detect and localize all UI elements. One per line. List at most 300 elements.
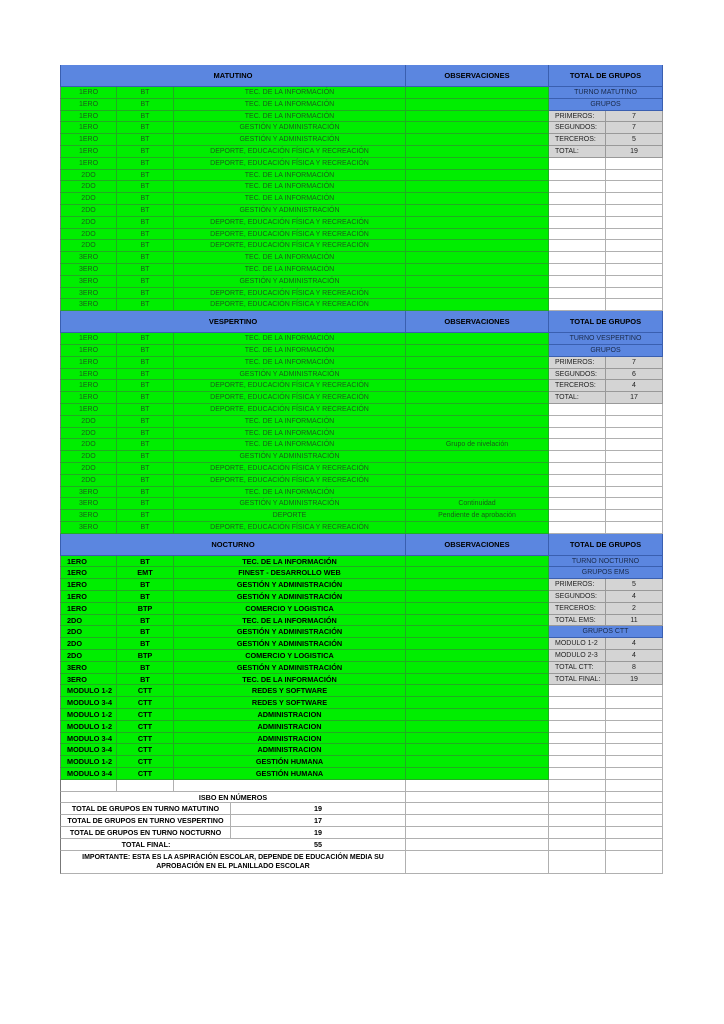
observacion-cell[interactable] [406,475,549,487]
tipo-cell[interactable]: BT [117,158,174,170]
observacion-cell[interactable] [406,603,549,615]
carrera-cell[interactable]: FINEST - DESARROLLO WEB [174,567,406,579]
carrera-cell[interactable]: TEC. DE LA INFORMACIÓN [174,487,406,499]
side-title[interactable]: GRUPOS EMS [549,567,663,579]
empty-cell[interactable] [406,792,549,804]
empty-cell[interactable] [549,229,606,241]
observacion-cell[interactable] [406,756,549,768]
tipo-cell[interactable]: CTT [117,768,174,780]
empty-cell[interactable] [406,780,549,792]
grado-cell[interactable]: 3ERO [60,487,117,499]
grado-cell[interactable]: 2DO [60,240,117,252]
tipo-cell[interactable]: BT [117,439,174,451]
tipo-cell[interactable]: BT [117,591,174,603]
side-title[interactable]: TURNO MATUTINO [549,87,663,99]
observacion-cell[interactable] [406,299,549,311]
carrera-cell[interactable]: DEPORTE, EDUCACIÓN FÍSICA Y RECREACIÓN [174,299,406,311]
tipo-cell[interactable]: BT [117,345,174,357]
observacion-cell[interactable] [406,240,549,252]
observacion-cell[interactable] [406,134,549,146]
tipo-cell[interactable]: BT [117,522,174,534]
observacion-cell[interactable] [406,181,549,193]
observacion-cell[interactable] [406,685,549,697]
observacion-cell[interactable] [406,87,549,99]
empty-cell[interactable] [549,193,606,205]
observacion-cell[interactable] [406,416,549,428]
side-value[interactable]: 17 [606,392,663,404]
observacion-cell[interactable] [406,369,549,381]
grado-cell[interactable]: 1ERO [60,404,117,416]
summary-label[interactable]: TOTAL DE GRUPOS EN TURNO NOCTURNO [60,827,231,839]
empty-cell[interactable] [549,439,606,451]
side-title[interactable]: GRUPOS [549,99,663,111]
observacion-cell[interactable] [406,579,549,591]
tipo-cell[interactable]: BT [117,357,174,369]
side-value[interactable]: 8 [606,662,663,674]
tipo-cell[interactable]: BT [117,404,174,416]
observaciones-header[interactable]: OBSERVACIONES [406,311,549,333]
tipo-cell[interactable]: BT [117,510,174,522]
grado-cell[interactable]: 2DO [60,475,117,487]
observacion-cell[interactable] [406,404,549,416]
empty-cell[interactable] [606,510,663,522]
side-value[interactable]: 7 [606,357,663,369]
carrera-cell[interactable]: REDES Y SOFTWARE [174,685,406,697]
tipo-cell[interactable]: CTT [117,733,174,745]
observacion-cell[interactable] [406,768,549,780]
empty-cell[interactable] [406,803,549,815]
side-label[interactable]: PRIMEROS: [549,111,606,123]
tipo-cell[interactable]: BT [117,122,174,134]
empty-cell[interactable] [549,252,606,264]
side-label[interactable]: PRIMEROS: [549,579,606,591]
grado-cell[interactable]: 1ERO [60,380,117,392]
tipo-cell[interactable]: CTT [117,744,174,756]
carrera-cell[interactable]: GESTIÓN Y ADMINISTRACIÓN [174,638,406,650]
carrera-cell[interactable]: TEC. DE LA INFORMACIÓN [174,264,406,276]
observacion-cell[interactable] [406,264,549,276]
observacion-cell[interactable] [406,487,549,499]
carrera-cell[interactable]: DEPORTE [174,510,406,522]
side-value[interactable]: 4 [606,638,663,650]
empty-cell[interactable] [549,721,606,733]
empty-cell[interactable] [549,416,606,428]
carrera-cell[interactable]: TEC. DE LA INFORMACIÓN [174,416,406,428]
grado-cell[interactable]: MODULO 3-4 [60,744,117,756]
empty-cell[interactable] [606,229,663,241]
grado-cell[interactable]: MODULO 1-2 [60,756,117,768]
tipo-cell[interactable]: BT [117,170,174,182]
tipo-cell[interactable]: BT [117,181,174,193]
grado-cell[interactable]: 2DO [60,229,117,241]
empty-cell[interactable] [549,170,606,182]
total-header[interactable]: TOTAL DE GRUPOS [549,311,663,333]
grado-cell[interactable]: 2DO [60,626,117,638]
tipo-cell[interactable]: BT [117,264,174,276]
observacion-cell[interactable] [406,626,549,638]
empty-cell[interactable] [606,792,663,804]
empty-cell[interactable] [549,839,606,851]
summary-value[interactable]: 55 [231,839,406,851]
summary-title[interactable]: ISBO EN NÚMEROS [60,792,406,804]
carrera-cell[interactable]: GESTIÓN Y ADMINISTRACIÓN [174,626,406,638]
empty-cell[interactable] [606,768,663,780]
side-value[interactable]: 7 [606,111,663,123]
side-title[interactable]: GRUPOS CTT [549,626,663,638]
summary-label[interactable]: TOTAL FINAL: [60,839,231,851]
grado-cell[interactable]: 1ERO [60,146,117,158]
carrera-cell[interactable]: DEPORTE, EDUCACIÓN FÍSICA Y RECREACIÓN [174,229,406,241]
grado-cell[interactable]: 3ERO [60,510,117,522]
grado-cell[interactable]: 2DO [60,439,117,451]
side-label[interactable]: MODULO 1-2 [549,638,606,650]
grado-cell[interactable]: 3ERO [60,522,117,534]
observacion-cell[interactable] [406,170,549,182]
carrera-cell[interactable]: DEPORTE, EDUCACIÓN FÍSICA Y RECREACIÓN [174,392,406,404]
grado-cell[interactable]: 1ERO [60,158,117,170]
empty-cell[interactable] [606,733,663,745]
carrera-cell[interactable]: COMERCIO Y LOGISTICA [174,650,406,662]
empty-cell[interactable] [606,498,663,510]
side-value[interactable]: 4 [606,650,663,662]
summary-label[interactable]: TOTAL DE GRUPOS EN TURNO VESPERTINO [60,815,231,827]
grado-cell[interactable]: 2DO [60,205,117,217]
grado-cell[interactable]: 1ERO [60,579,117,591]
section-title[interactable]: MATUTINO [60,65,406,87]
side-label[interactable]: SEGUNDOS: [549,369,606,381]
tipo-cell[interactable]: BT [117,229,174,241]
empty-cell[interactable] [549,803,606,815]
carrera-cell[interactable]: TEC. DE LA INFORMACIÓN [174,87,406,99]
empty-cell[interactable] [606,299,663,311]
empty-cell[interactable] [549,697,606,709]
observacion-cell[interactable] [406,158,549,170]
tipo-cell[interactable]: BT [117,498,174,510]
empty-cell[interactable] [606,780,663,792]
empty-cell[interactable] [549,463,606,475]
observacion-cell[interactable] [406,615,549,627]
carrera-cell[interactable]: DEPORTE, EDUCACIÓN FÍSICA Y RECREACIÓN [174,380,406,392]
grado-cell[interactable]: 1ERO [60,134,117,146]
empty-cell[interactable] [406,815,549,827]
carrera-cell[interactable]: TEC. DE LA INFORMACIÓN [174,193,406,205]
tipo-cell[interactable]: BT [117,392,174,404]
grado-cell[interactable]: 1ERO [60,567,117,579]
observacion-cell[interactable] [406,380,549,392]
side-value[interactable]: 4 [606,380,663,392]
side-value[interactable]: 4 [606,591,663,603]
tipo-cell[interactable]: BT [117,146,174,158]
empty-cell[interactable] [549,276,606,288]
empty-cell[interactable] [606,697,663,709]
side-label[interactable]: MODULO 2-3 [549,650,606,662]
empty-cell[interactable] [606,522,663,534]
empty-cell[interactable] [606,193,663,205]
empty-cell[interactable] [606,827,663,839]
tipo-cell[interactable]: BT [117,638,174,650]
tipo-cell[interactable]: BT [117,299,174,311]
side-value[interactable]: 5 [606,134,663,146]
grado-cell[interactable]: MODULO 1-2 [60,721,117,733]
carrera-cell[interactable]: ADMINISTRACION [174,733,406,745]
grado-cell[interactable]: MODULO 3-4 [60,733,117,745]
side-label[interactable]: TOTAL CTT: [549,662,606,674]
total-header[interactable]: TOTAL DE GRUPOS [549,65,663,87]
carrera-cell[interactable]: GESTIÓN Y ADMINISTRACIÓN [174,369,406,381]
section-title[interactable]: VESPERTINO [60,311,406,333]
side-value[interactable]: 19 [606,146,663,158]
observacion-cell[interactable]: Pendiente de aprobación [406,510,549,522]
carrera-cell[interactable]: ADMINISTRACION [174,721,406,733]
tipo-cell[interactable]: BT [117,369,174,381]
tipo-cell[interactable]: BT [117,487,174,499]
carrera-cell[interactable]: GESTIÓN Y ADMINISTRACIÓN [174,276,406,288]
empty-cell[interactable] [549,780,606,792]
grado-cell[interactable]: 2DO [60,181,117,193]
carrera-cell[interactable]: ADMINISTRACION [174,709,406,721]
observacion-cell[interactable]: Grupo de nivelación [406,439,549,451]
carrera-cell[interactable]: TEC. DE LA INFORMACIÓN [174,181,406,193]
grado-cell[interactable]: 2DO [60,650,117,662]
empty-cell[interactable] [549,299,606,311]
grado-cell[interactable]: 1ERO [60,111,117,123]
side-label[interactable]: SEGUNDOS: [549,591,606,603]
observacion-cell[interactable] [406,288,549,300]
tipo-cell[interactable]: BT [117,556,174,568]
empty-cell[interactable] [549,827,606,839]
grado-cell[interactable]: 1ERO [60,333,117,345]
tipo-cell[interactable]: CTT [117,709,174,721]
carrera-cell[interactable]: TEC. DE LA INFORMACIÓN [174,333,406,345]
observacion-cell[interactable] [406,217,549,229]
empty-cell[interactable] [606,276,663,288]
grado-cell[interactable]: 2DO [60,416,117,428]
grado-cell[interactable]: 1ERO [60,357,117,369]
observacion-cell[interactable] [406,193,549,205]
empty-cell[interactable] [549,709,606,721]
observacion-cell[interactable] [406,111,549,123]
carrera-cell[interactable]: GESTIÓN Y ADMINISTRACIÓN [174,662,406,674]
side-value[interactable]: 7 [606,122,663,134]
grado-cell[interactable]: MODULO 1-2 [60,685,117,697]
tipo-cell[interactable]: BT [117,626,174,638]
carrera-cell[interactable]: DEPORTE, EDUCACIÓN FÍSICA Y RECREACIÓN [174,288,406,300]
observacion-cell[interactable] [406,392,549,404]
observacion-cell[interactable] [406,674,549,686]
empty-cell[interactable] [549,205,606,217]
side-value[interactable]: 2 [606,603,663,615]
tipo-cell[interactable]: BT [117,416,174,428]
side-value[interactable]: 19 [606,674,663,686]
grado-cell[interactable]: 1ERO [60,369,117,381]
summary-label[interactable]: TOTAL DE GRUPOS EN TURNO MATUTINO [60,803,231,815]
side-label[interactable]: TOTAL: [549,392,606,404]
empty-cell[interactable] [606,217,663,229]
observacion-cell[interactable] [406,591,549,603]
empty-cell[interactable] [117,780,174,792]
observaciones-header[interactable]: OBSERVACIONES [406,65,549,87]
grado-cell[interactable]: MODULO 3-4 [60,697,117,709]
empty-cell[interactable] [549,498,606,510]
carrera-cell[interactable]: GESTIÓN Y ADMINISTRACIÓN [174,591,406,603]
empty-cell[interactable] [606,721,663,733]
empty-cell[interactable] [606,205,663,217]
empty-cell[interactable] [606,487,663,499]
grado-cell[interactable]: 3ERO [60,299,117,311]
observacion-cell[interactable] [406,697,549,709]
observacion-cell[interactable] [406,146,549,158]
side-value[interactable]: 5 [606,579,663,591]
summary-value[interactable]: 19 [231,827,406,839]
empty-cell[interactable] [549,510,606,522]
carrera-cell[interactable]: TEC. DE LA INFORMACIÓN [174,674,406,686]
grado-cell[interactable]: 2DO [60,638,117,650]
carrera-cell[interactable]: TEC. DE LA INFORMACIÓN [174,615,406,627]
side-value[interactable]: 6 [606,369,663,381]
tipo-cell[interactable]: BT [117,205,174,217]
observacion-cell[interactable] [406,721,549,733]
carrera-cell[interactable]: TEC. DE LA INFORMACIÓN [174,556,406,568]
tipo-cell[interactable]: BTP [117,650,174,662]
carrera-cell[interactable]: TEC. DE LA INFORMACIÓN [174,99,406,111]
empty-cell[interactable] [606,709,663,721]
tipo-cell[interactable]: BT [117,463,174,475]
tipo-cell[interactable]: BT [117,615,174,627]
empty-cell[interactable] [606,240,663,252]
carrera-cell[interactable]: REDES Y SOFTWARE [174,697,406,709]
empty-cell[interactable] [606,416,663,428]
observacion-cell[interactable] [406,122,549,134]
empty-cell[interactable] [549,815,606,827]
empty-cell[interactable] [549,451,606,463]
observacion-cell[interactable] [406,345,549,357]
empty-cell[interactable] [549,158,606,170]
important-note[interactable]: IMPORTANTE: ESTA ES LA ASPIRACIÓN ESCOLAR, DEPENDE DE EDUCACIÓN MEDIA SU APROBACIÓN EN EL PLANILLADO ESCOLAR [60,851,406,874]
empty-cell[interactable] [606,439,663,451]
observacion-cell[interactable] [406,733,549,745]
carrera-cell[interactable]: TEC. DE LA INFORMACIÓN [174,357,406,369]
grado-cell[interactable]: 3ERO [60,662,117,674]
empty-cell[interactable] [549,792,606,804]
side-value[interactable]: 11 [606,615,663,627]
carrera-cell[interactable]: TEC. DE LA INFORMACIÓN [174,170,406,182]
tipo-cell[interactable]: BT [117,579,174,591]
carrera-cell[interactable]: DEPORTE, EDUCACIÓN FÍSICA Y RECREACIÓN [174,146,406,158]
observacion-cell[interactable] [406,463,549,475]
carrera-cell[interactable]: DEPORTE, EDUCACIÓN FÍSICA Y RECREACIÓN [174,522,406,534]
empty-cell[interactable] [549,733,606,745]
carrera-cell[interactable]: TEC. DE LA INFORMACIÓN [174,428,406,440]
tipo-cell[interactable]: BT [117,99,174,111]
tipo-cell[interactable]: BT [117,451,174,463]
tipo-cell[interactable]: BT [117,87,174,99]
carrera-cell[interactable]: GESTIÓN Y ADMINISTRACIÓN [174,122,406,134]
side-title[interactable]: TURNO NOCTURNO [549,556,663,568]
empty-cell[interactable] [606,451,663,463]
observacion-cell[interactable] [406,99,549,111]
side-label[interactable]: TOTAL FINAL: [549,674,606,686]
side-label[interactable]: TERCEROS: [549,380,606,392]
side-label[interactable]: PRIMEROS: [549,357,606,369]
grado-cell[interactable]: 1ERO [60,556,117,568]
tipo-cell[interactable]: CTT [117,697,174,709]
summary-value[interactable]: 19 [231,803,406,815]
side-label[interactable]: SEGUNDOS: [549,122,606,134]
carrera-cell[interactable]: GESTIÓN Y ADMINISTRACIÓN [174,451,406,463]
observacion-cell[interactable] [406,662,549,674]
side-label[interactable]: TERCEROS: [549,134,606,146]
observacion-cell[interactable] [406,556,549,568]
empty-cell[interactable] [606,685,663,697]
side-label[interactable]: TERCEROS: [549,603,606,615]
empty-cell[interactable] [606,803,663,815]
empty-cell[interactable] [606,475,663,487]
grado-cell[interactable]: 2DO [60,170,117,182]
empty-cell[interactable] [406,851,549,874]
carrera-cell[interactable]: DEPORTE, EDUCACIÓN FÍSICA Y RECREACIÓN [174,463,406,475]
observacion-cell[interactable] [406,229,549,241]
observacion-cell[interactable] [406,522,549,534]
carrera-cell[interactable]: GESTIÓN Y ADMINISTRACIÓN [174,134,406,146]
empty-cell[interactable] [549,264,606,276]
tipo-cell[interactable]: BT [117,217,174,229]
grado-cell[interactable]: 3ERO [60,498,117,510]
tipo-cell[interactable]: BT [117,111,174,123]
empty-cell[interactable] [60,780,117,792]
observacion-cell[interactable] [406,451,549,463]
observacion-cell[interactable] [406,709,549,721]
grado-cell[interactable]: 2DO [60,193,117,205]
grado-cell[interactable]: 1ERO [60,392,117,404]
empty-cell[interactable] [549,217,606,229]
observacion-cell[interactable] [406,252,549,264]
empty-cell[interactable] [606,158,663,170]
empty-cell[interactable] [406,839,549,851]
tipo-cell[interactable]: BT [117,276,174,288]
empty-cell[interactable] [549,744,606,756]
empty-cell[interactable] [549,404,606,416]
grado-cell[interactable]: 2DO [60,615,117,627]
empty-cell[interactable] [606,839,663,851]
section-title[interactable]: NOCTURNO [60,534,406,556]
carrera-cell[interactable]: DEPORTE, EDUCACIÓN FÍSICA Y RECREACIÓN [174,404,406,416]
empty-cell[interactable] [549,487,606,499]
observacion-cell[interactable] [406,567,549,579]
tipo-cell[interactable]: BT [117,380,174,392]
tipo-cell[interactable]: CTT [117,756,174,768]
grado-cell[interactable]: 2DO [60,463,117,475]
tipo-cell[interactable]: BT [117,240,174,252]
grado-cell[interactable]: MODULO 3-4 [60,768,117,780]
carrera-cell[interactable]: TEC. DE LA INFORMACIÓN [174,111,406,123]
grado-cell[interactable]: 1ERO [60,603,117,615]
grado-cell[interactable]: 3ERO [60,264,117,276]
observacion-cell[interactable]: Continuidad [406,498,549,510]
empty-cell[interactable] [606,815,663,827]
observacion-cell[interactable] [406,357,549,369]
carrera-cell[interactable]: TEC. DE LA INFORMACIÓN [174,252,406,264]
carrera-cell[interactable]: TEC. DE LA INFORMACIÓN [174,345,406,357]
tipo-cell[interactable]: BT [117,475,174,487]
empty-cell[interactable] [406,827,549,839]
carrera-cell[interactable]: ADMINISTRACION [174,744,406,756]
carrera-cell[interactable]: GESTIÓN Y ADMINISTRACIÓN [174,579,406,591]
empty-cell[interactable] [606,428,663,440]
carrera-cell[interactable]: COMERCIO Y LOGISTICA [174,603,406,615]
empty-cell[interactable] [549,756,606,768]
grado-cell[interactable]: 1ERO [60,591,117,603]
carrera-cell[interactable]: DEPORTE, EDUCACIÓN FÍSICA Y RECREACIÓN [174,158,406,170]
